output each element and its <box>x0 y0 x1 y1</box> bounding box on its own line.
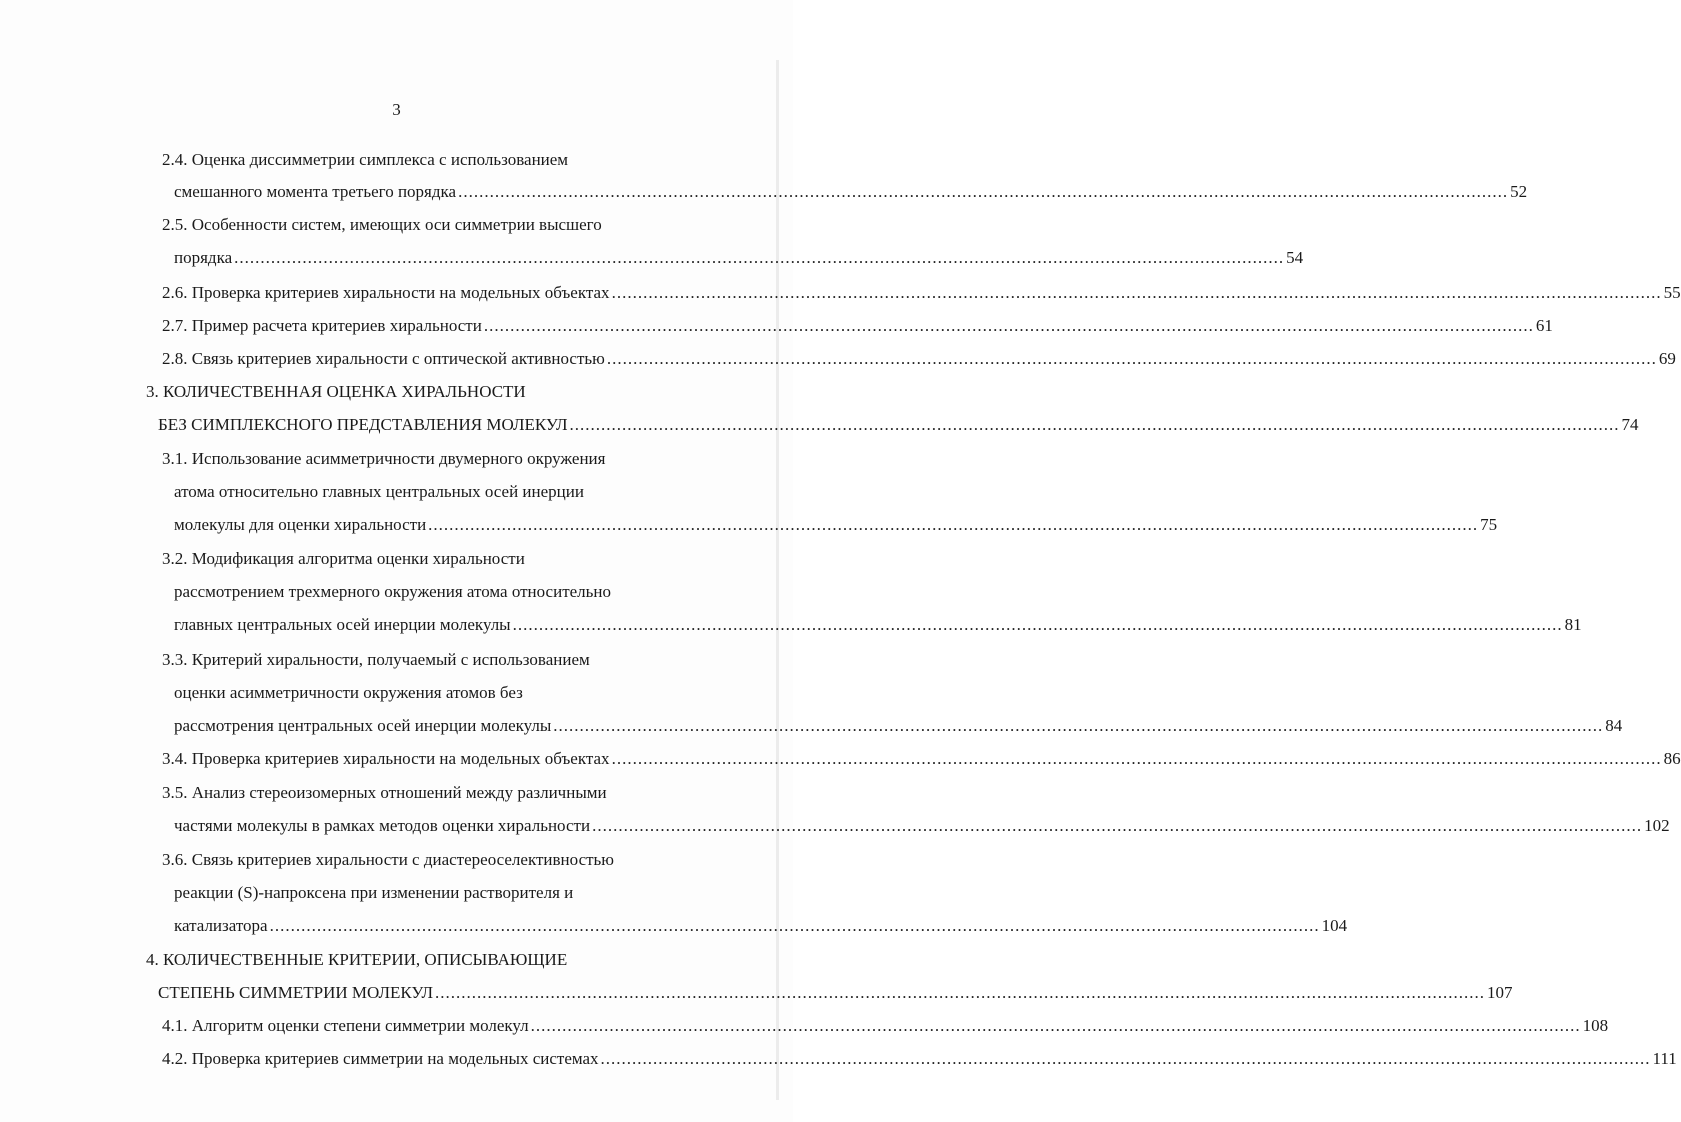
toc-entry-text: 4.1. Алгоритм оценки степени симметрии молекул <box>162 1016 529 1035</box>
toc-page-number: 111 <box>1652 1049 1677 1068</box>
toc-entry-3-2-cont <box>0 580 793 604</box>
dot-leader: ........................................................................................................................................................................................................ <box>458 182 1509 201</box>
toc-page-number: 107 <box>1487 983 1513 1002</box>
dot-leader: ........................................................................................................................................................................................................ <box>606 349 1657 368</box>
toc-page-number: 54 <box>1286 248 1304 267</box>
toc-page-number: 81 <box>1564 615 1582 634</box>
toc-entry-3-4 <box>0 747 1681 771</box>
dot-leader: ........................................................................................................................................................................................................ <box>592 816 1643 835</box>
toc-entry-text: 4.2. Проверка критериев симметрии на модельных системах <box>162 1049 599 1068</box>
toc-entry-text: СТЕПЕНЬ СИММЕТРИИ МОЛЕКУЛ <box>158 983 434 1002</box>
dot-leader: ........................................................................................................................................................................................................ <box>428 515 1479 534</box>
toc-entry-3-2-cont <box>0 613 1582 637</box>
toc-entry-text: 2.8. Связь критериев хиральности с оптической активностью <box>162 349 605 368</box>
dot-leader: ........................................................................................................................................................................................................ <box>234 248 1285 267</box>
dot-leader: ........................................................................................................................................................................................................ <box>483 316 1534 335</box>
toc-entry-4-1 <box>0 1014 1609 1038</box>
toc-entry-text: БЕЗ СИМПЛЕКСНОГО ПРЕДСТАВЛЕНИЯ МОЛЕКУЛ <box>158 415 568 434</box>
toc-entry-3-2 <box>0 547 793 571</box>
toc-page-number: 69 <box>1658 349 1676 368</box>
toc-entry-2-5 <box>0 213 793 237</box>
toc-page-number: 75 <box>1480 515 1498 534</box>
toc-entry-text: частями молекулы в рамках методов оценки хиральности <box>174 816 591 835</box>
toc-entry-text: атома относительно главных центральных осей инерции <box>174 482 584 501</box>
toc-entry-text: рассмотрением трехмерного окружения атома относительно <box>174 582 612 601</box>
toc-entry-3-3 <box>0 648 793 672</box>
toc-page-number: 74 <box>1621 415 1639 434</box>
dot-leader: ........................................................................................................................................................................................................ <box>530 1016 1581 1035</box>
toc-entry-3-1-cont <box>0 513 1498 537</box>
toc-entry-text: порядка <box>174 248 233 267</box>
toc-entry-text: 3.2. Модификация алгоритма оценки хиральности <box>162 549 525 568</box>
toc-entry-2-8 <box>0 347 1676 371</box>
toc-page-number: 55 <box>1663 283 1681 302</box>
toc-entry-text: 2.5. Особенности систем, имеющих оси симметрии высшего <box>162 215 602 234</box>
toc-entry-3-3-cont <box>0 714 1623 738</box>
dot-leader: ........................................................................................................................................................................................................ <box>553 716 1604 735</box>
toc-entry-2-4-cont <box>0 180 1528 204</box>
toc-page-number: 104 <box>1321 916 1348 935</box>
dot-leader: ........................................................................................................................................................................................................ <box>569 415 1620 434</box>
dot-leader: ........................................................................................................................................................................................................ <box>611 283 1662 302</box>
toc-section-3 <box>0 380 793 404</box>
toc-page-number: 108 <box>1582 1016 1609 1035</box>
toc-section-4 <box>0 948 793 972</box>
toc-entry-text: 2.7. Пример расчета критериев хиральности <box>162 316 482 335</box>
dot-leader: ........................................................................................................................................................................................................ <box>611 749 1662 768</box>
toc-entry-3-5-cont <box>0 814 1670 838</box>
toc-entry-text: 3.6. Связь критериев хиральности с диастереоселективностью <box>162 850 614 869</box>
toc-entry-text: рассмотрения центральных осей инерции молекулы <box>174 716 552 735</box>
toc-page-number: 61 <box>1535 316 1553 335</box>
toc-entry-text: 3.4. Проверка критериев хиральности на модельных объектах <box>162 749 610 768</box>
dot-leader: ........................................................................................................................................................................................................ <box>269 916 1320 935</box>
toc-page-number: 52 <box>1510 182 1528 201</box>
toc-entry-3-5 <box>0 781 793 805</box>
page-number: 3 <box>392 100 401 119</box>
toc-entry-text: реакции (S)-напроксена при изменении растворителя и <box>174 883 574 902</box>
toc-page-number: 102 <box>1644 816 1670 835</box>
toc-entry-3-1-cont <box>0 480 793 504</box>
toc-entry-3-6-cont <box>0 881 793 905</box>
toc-entry-3-6 <box>0 848 793 872</box>
dot-leader: ........................................................................................................................................................................................................ <box>435 983 1486 1002</box>
toc-entry-text: 3.3. Критерий хиральности, получаемый с использованием <box>162 650 590 669</box>
toc-entry-3-6-cont <box>0 914 1348 938</box>
toc-entry-2-4 <box>0 148 793 172</box>
toc-entry-3-1 <box>0 447 793 471</box>
toc-entry-text: 3.5. Анализ стереоизомерных отношений между различными <box>162 783 607 802</box>
toc-entry-text: 2.6. Проверка критериев хиральности на модельных объектах <box>162 283 610 302</box>
toc-entry-2-5-cont <box>0 246 1304 270</box>
toc-entry-2-6 <box>0 281 1681 305</box>
toc-entry-text: катализатора <box>174 916 268 935</box>
toc-entry-2-7 <box>0 314 1553 338</box>
dot-leader: ........................................................................................................................................................................................................ <box>600 1049 1651 1068</box>
toc-entry-text: 2.4. Оценка диссимметрии симплекса с использованием <box>162 150 569 169</box>
toc-entry-text: 3. КОЛИЧЕСТВЕННАЯ ОЦЕНКА ХИРАЛЬНОСТИ <box>146 382 526 401</box>
toc-entry-text: 4. КОЛИЧЕСТВЕННЫЕ КРИТЕРИИ, ОПИСЫВАЮЩИЕ <box>146 950 568 969</box>
toc-entry-text: молекулы для оценки хиральности <box>174 515 427 534</box>
toc-entry-text: 3.1. Использование асимметричности двумерного окружения <box>162 449 606 468</box>
toc-entry-text: главных центральных осей инерции молекулы <box>174 615 511 634</box>
dot-leader: ........................................................................................................................................................................................................ <box>512 615 1563 634</box>
toc-entry-4-2 <box>0 1047 1677 1071</box>
toc-page-number: 84 <box>1605 716 1623 735</box>
toc-entry-text: оценки асимметричности окружения атомов без <box>174 683 523 702</box>
toc-entry-3-3-cont <box>0 681 793 705</box>
toc-section-4-cont <box>0 981 1513 1005</box>
toc-section-3-cont <box>0 413 1639 437</box>
toc-entry-text: смешанного момента третьего порядка <box>174 182 457 201</box>
toc-page-number: 86 <box>1663 749 1681 768</box>
